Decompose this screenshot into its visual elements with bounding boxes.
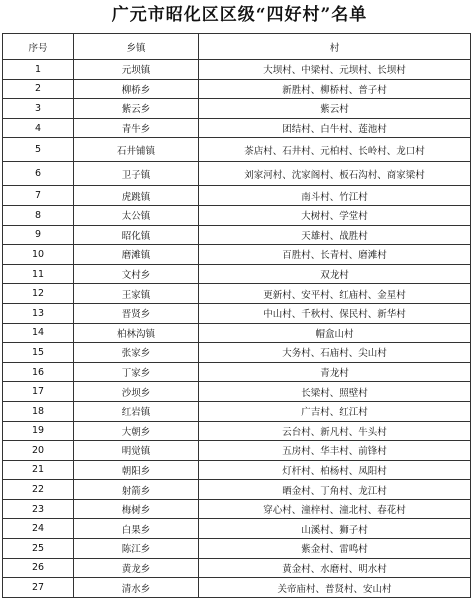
row-town: 丁家乡 <box>74 362 199 382</box>
village-list-table <box>2 33 471 598</box>
row-number: 20 <box>3 441 74 461</box>
table-row <box>3 382 471 402</box>
row-number: 26 <box>3 558 74 578</box>
row-number: 25 <box>3 539 74 559</box>
row-villages: 中山村、千秋村、保民村、新华村 <box>199 303 471 323</box>
row-town: 昭化镇 <box>74 225 199 245</box>
row-number: 17 <box>3 382 74 402</box>
row-town: 明觉镇 <box>74 441 199 461</box>
row-number: 19 <box>3 421 74 441</box>
row-villages: 帽盒山村 <box>199 323 471 343</box>
row-town: 朝阳乡 <box>74 460 199 480</box>
row-villages: 更新村、安平村、红庙村、金星村 <box>199 284 471 304</box>
row-town: 黄龙乡 <box>74 558 199 578</box>
table-row <box>3 401 471 421</box>
row-town: 白果乡 <box>74 519 199 539</box>
table-row <box>3 499 471 519</box>
row-villages: 广吉村、红江村 <box>199 401 471 421</box>
table-row <box>3 578 471 598</box>
row-town: 红岩镇 <box>74 401 199 421</box>
row-number: 23 <box>3 499 74 519</box>
row-villages: 五房村、华丰村、前锋村 <box>199 441 471 461</box>
row-villages: 团结村、白牛村、莲池村 <box>199 118 471 138</box>
table-row <box>3 303 471 323</box>
table-row <box>3 60 471 80</box>
table-row <box>3 460 471 480</box>
row-villages: 百胜村、长青村、磨滩村 <box>199 245 471 265</box>
table-row <box>3 138 471 162</box>
row-town: 梅树乡 <box>74 499 199 519</box>
table-row <box>3 421 471 441</box>
row-number: 24 <box>3 519 74 539</box>
table-row <box>3 323 471 343</box>
row-number: 9 <box>3 225 74 245</box>
row-villages: 青龙村 <box>199 362 471 382</box>
row-town: 陈江乡 <box>74 539 199 559</box>
row-number: 22 <box>3 480 74 500</box>
row-town: 石井铺镇 <box>74 138 199 162</box>
row-town: 射箭乡 <box>74 480 199 500</box>
row-town: 太公镇 <box>74 205 199 225</box>
row-town: 卫子镇 <box>74 162 199 186</box>
row-town: 晋贤乡 <box>74 303 199 323</box>
row-number: 27 <box>3 578 74 598</box>
row-town: 虎跳镇 <box>74 186 199 206</box>
table-row <box>3 118 471 138</box>
row-number: 21 <box>3 460 74 480</box>
row-villages: 双龙村 <box>199 264 471 284</box>
header-town: 乡镇 <box>74 34 199 60</box>
row-number: 14 <box>3 323 74 343</box>
row-number: 1 <box>3 60 74 80</box>
table-header-row <box>3 34 471 60</box>
row-villages: 南斗村、竹江村 <box>199 186 471 206</box>
table-row <box>3 99 471 119</box>
row-number: 5 <box>3 138 74 162</box>
row-number: 2 <box>3 79 74 99</box>
table-row <box>3 343 471 363</box>
row-villages: 穿心村、潼梓村、潼北村、春花村 <box>199 499 471 519</box>
table-row <box>3 558 471 578</box>
table-row <box>3 539 471 559</box>
row-town: 柳桥乡 <box>74 79 199 99</box>
row-number: 11 <box>3 264 74 284</box>
row-number: 12 <box>3 284 74 304</box>
row-town: 清水乡 <box>74 578 199 598</box>
row-number: 15 <box>3 343 74 363</box>
table-row <box>3 162 471 186</box>
row-villages: 大务村、石庙村、尖山村 <box>199 343 471 363</box>
table-row <box>3 284 471 304</box>
table-row <box>3 264 471 284</box>
row-villages: 紫金村、雷鸣村 <box>199 539 471 559</box>
row-number: 16 <box>3 362 74 382</box>
table-row <box>3 225 471 245</box>
row-villages: 晒金村、丁角村、龙江村 <box>199 480 471 500</box>
row-town: 磨滩镇 <box>74 245 199 265</box>
row-number: 7 <box>3 186 74 206</box>
row-town: 青牛乡 <box>74 118 199 138</box>
row-villages: 新胜村、柳桥村、普子村 <box>199 79 471 99</box>
row-villages: 大树村、学堂村 <box>199 205 471 225</box>
row-town: 元坝镇 <box>74 60 199 80</box>
table-row <box>3 362 471 382</box>
table-row <box>3 245 471 265</box>
row-number: 4 <box>3 118 74 138</box>
row-villages: 茶店村、石井村、元柏村、长岭村、龙口村 <box>199 138 471 162</box>
row-number: 3 <box>3 99 74 119</box>
row-town: 文村乡 <box>74 264 199 284</box>
row-number: 18 <box>3 401 74 421</box>
header-village: 村 <box>199 34 471 60</box>
row-villages: 天雄村、战胜村 <box>199 225 471 245</box>
row-villages: 关帝庙村、普贤村、安山村 <box>199 578 471 598</box>
row-villages: 黄金村、水磨村、明水村 <box>199 558 471 578</box>
row-town: 王家镇 <box>74 284 199 304</box>
row-town: 张家乡 <box>74 343 199 363</box>
row-villages: 大坝村、中梁村、元坝村、长坝村 <box>199 60 471 80</box>
row-villages: 山溪村、狮子村 <box>199 519 471 539</box>
table-row <box>3 480 471 500</box>
table-body <box>3 60 471 598</box>
row-town: 紫云乡 <box>74 99 199 119</box>
row-town: 大朝乡 <box>74 421 199 441</box>
table-row <box>3 186 471 206</box>
row-villages: 紫云村 <box>199 99 471 119</box>
row-town: 柏林沟镇 <box>74 323 199 343</box>
row-number: 8 <box>3 205 74 225</box>
header-no: 序号 <box>3 34 74 60</box>
page-title: 广元市昭化区区级“四好村”名单 <box>111 5 368 25</box>
row-villages: 长梁村、照壁村 <box>199 382 471 402</box>
table-row <box>3 519 471 539</box>
row-number: 6 <box>3 162 74 186</box>
row-villages: 灯杆村、柏杨村、凤阳村 <box>199 460 471 480</box>
row-villages: 刘家河村、沈家阁村、板石沟村、商家梁村 <box>199 162 471 186</box>
row-number: 10 <box>3 245 74 265</box>
table-row <box>3 205 471 225</box>
row-number: 13 <box>3 303 74 323</box>
row-villages: 云台村、新凡村、牛头村 <box>199 421 471 441</box>
table-row <box>3 79 471 99</box>
row-town: 沙坝乡 <box>74 382 199 402</box>
table-row <box>3 441 471 461</box>
